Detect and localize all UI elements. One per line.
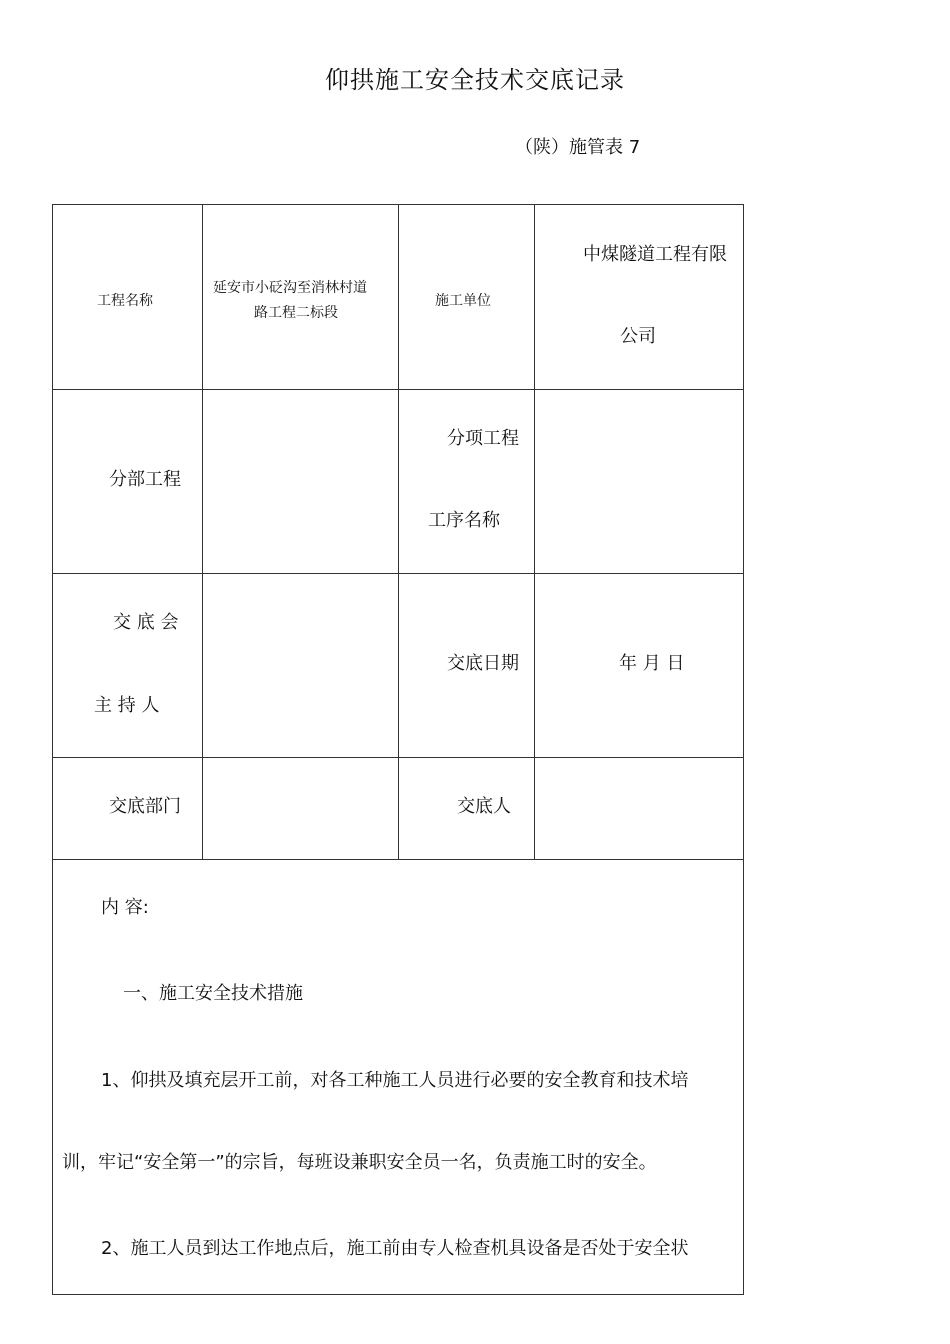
host-label-line1: 交 底 会 [113,612,179,633]
form-code: （陕）施管表 7 [515,137,641,158]
column-divider [534,205,535,859]
contractor-value-line1: 中煤隧道工程有限 [583,244,727,265]
paragraph-line: 训，牢记“安全第一”的宗旨，每班设兼职安全员一名，负责施工时的安全。 [62,1152,657,1173]
paragraph-line: 2、施工人员到达工作地点后，施工前由专人检查机具设备是否处于安全状 [101,1238,689,1259]
safety-briefing-table [52,204,744,1295]
project-name-value-line1: 延安市小砭沟至消林村道 [213,280,367,296]
contractor-value-line2: 公司 [620,326,656,347]
section-title: 一、施工安全技术措施 [123,983,303,1004]
column-divider [202,205,203,859]
date-value: 年 月 日 [619,653,685,674]
division-label: 分部工程 [109,469,181,490]
date-label: 交底日期 [447,653,519,674]
subitem-label-line1: 分项工程 [447,428,519,449]
column-divider [398,205,399,859]
content-heading: 内 容: [101,897,149,918]
project-name-value-line2: 路工程二标段 [254,305,338,321]
subitem-label-line2: 工序名称 [428,510,500,531]
project-name-label: 工程名称 [97,293,153,309]
department-label: 交底部门 [109,796,181,817]
host-label-line2: 主 持 人 [94,695,160,716]
row-divider [53,859,743,860]
contractor-label: 施工单位 [435,293,491,309]
document-title: 仰拱施工安全技术交底记录 [325,66,625,94]
briefer-label: 交底人 [457,796,511,817]
paragraph-line: 1、仰拱及填充层开工前，对各工种施工人员进行必要的安全教育和技术培 [101,1070,689,1091]
